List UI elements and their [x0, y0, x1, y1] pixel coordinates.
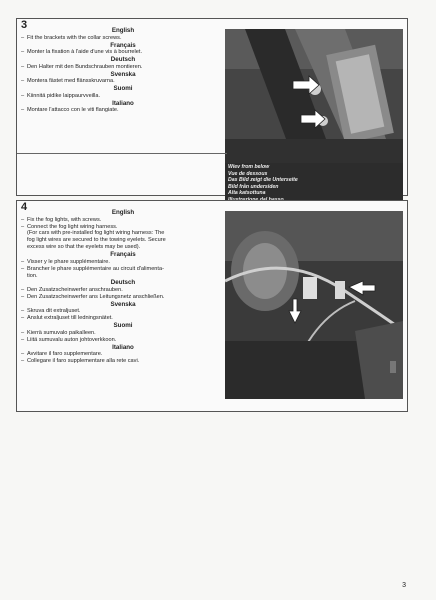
instruction-line: – Monter la fixation à l'aide d'une vis à bourrelet. [21, 49, 225, 56]
step-number: 3 [21, 19, 28, 31]
instruction-line: – Montare l'attacco con le viti flangiate. [21, 107, 225, 114]
language-section [21, 85, 225, 100]
language-heading: Suomi [113, 322, 133, 330]
language-heading: Deutsch [110, 279, 136, 287]
language-heading: Suomi [113, 85, 133, 92]
language-heading: Français [110, 251, 136, 259]
language-heading: Italiano [112, 99, 134, 107]
caption-line: Wiev from below [228, 164, 270, 170]
language-section [21, 27, 225, 42]
instruction-line: – Brancher le phare supplémentaire au circuit d'alimenta- [21, 266, 225, 273]
instruction-line: tion. [27, 272, 38, 279]
instruction-line: – Connect the fog light wiring harness. [21, 224, 225, 231]
language-section [21, 42, 225, 57]
fog-light-photo-illustration [225, 211, 403, 399]
instruction-line: – Skruva dit extraljuset. [21, 308, 225, 315]
instruction-line: – Fix the fog lights, with screws. [21, 217, 225, 224]
language-section [21, 279, 225, 300]
caption-line: Vue de dessous [228, 170, 268, 177]
language-heading: Svenska [110, 70, 136, 78]
step-3-instructions [17, 19, 229, 195]
step-4-photo [225, 211, 403, 399]
instruction-line: – Den Halter mit den Bundschrauben montieren. [21, 64, 225, 71]
language-section [21, 209, 225, 251]
caption-line: Alta katsottuna [228, 190, 266, 196]
language-section [21, 100, 225, 115]
instruction-line: excess wire so that the eyelets may be used). [27, 244, 141, 251]
language-heading: English [111, 209, 135, 216]
divider-line [17, 153, 227, 154]
instruction-line: – Liitä sumuvalu auton johtoverkkoon. [21, 337, 225, 344]
language-heading: Italiano [112, 343, 134, 351]
instruction-line: – Avvitare il faro supplementare. [21, 351, 225, 358]
instruction-line: – Fit the brackets with the collar screws. [21, 35, 225, 42]
language-section [21, 71, 225, 86]
instruction-line: – Kiinnitä pidike laippaurvveilla. [21, 93, 225, 100]
instruction-line: – Visser y le phare supplémentaire. [21, 259, 225, 266]
photo-caption [225, 163, 403, 204]
instruction-line: – Den Zusatzscheinwerfer ans Leitungsnetz anschließen. [21, 294, 225, 301]
language-heading: English [111, 27, 135, 34]
step-4-instructions [17, 201, 229, 411]
language-section [21, 301, 225, 322]
instruction-line: – Montera fästet med flänsskruvarna. [21, 78, 225, 85]
step-3-panel [16, 18, 408, 196]
language-section [21, 56, 225, 71]
caption-line: Bild från undersiden [228, 183, 279, 190]
language-section [21, 251, 225, 279]
step-4-panel [16, 200, 408, 412]
instruction-line: – Collegare il faro supplementare alla rete cavi. [21, 358, 225, 365]
instruction-line: (For cars with pre-installed fog light wiring harness: The [27, 230, 165, 237]
instruction-line: – Den Zusatzscheinwerfer anschrauben. [21, 287, 225, 294]
instruction-line: – Anslut extraljuset till ledningsnätet. [21, 315, 225, 322]
bracket-photo-illustration [225, 29, 403, 163]
language-section [21, 322, 225, 343]
language-heading: Deutsch [110, 56, 136, 63]
instruction-line: fog light wires are secured to the towing eyelets. Secure [27, 237, 166, 244]
caption-line: Das Bild zeigt die Unterseite [228, 177, 298, 183]
language-heading: Svenska [110, 300, 136, 308]
step-3-photo [225, 29, 403, 163]
step-number: 4 [21, 201, 28, 213]
language-section [21, 344, 225, 365]
language-heading: Français [110, 41, 136, 49]
page-number: 3 [402, 582, 406, 589]
instruction-line: – Kierrä sumuvalo paikalleen. [21, 330, 225, 337]
